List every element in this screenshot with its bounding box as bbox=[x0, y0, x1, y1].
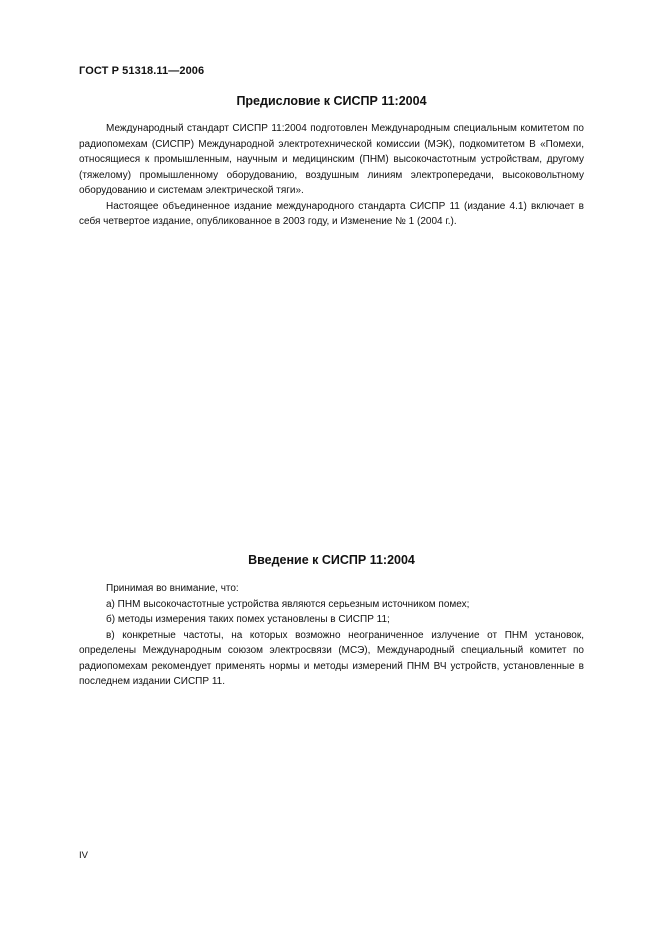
introduction-list-item: в) конкретные частоты, на которых возможно неограниченное излучение от ПНМ установок, определены Международным союзом электросвязи (МСЭ), Международный специальный комитет по радиопомехам рекомендует применять нормы и методы измерений ПНМ ВЧ устройств, установленные в последнем издании СИСПР 11. bbox=[79, 629, 584, 687]
foreword-paragraph: Настоящее объединенное издание международного стандарта СИСПР 11 (издание 4.1) включает в себя четвертое издание, опубликованное в 2003 году, и Изменение № 1 (2004 г.). bbox=[79, 200, 584, 227]
foreword-paragraph: Международный стандарт СИСПР 11:2004 подготовлен Международным специальным комитетом по радиопомехам (СИСПР) Международной электротехнической комиссии (МЭК), подкомитетом В «Помехи, относящиеся к промышленным, научным и медицинским (ПНМ) высокочастотным устройствам, другому (тяжелому) промышленному оборудованию, воздушным линиям электропередачи, высоковольтному оборудованию и системам электрической тяги». bbox=[79, 123, 584, 196]
foreword-body bbox=[79, 121, 584, 230]
page-number: IV bbox=[79, 850, 88, 861]
introduction-body bbox=[79, 581, 584, 690]
document-id: ГОСТ Р 51318.11—2006 bbox=[79, 65, 205, 77]
introduction-title: Введение к СИСПР 11:2004 bbox=[248, 553, 415, 567]
introduction-paragraph: Принимая во внимание, что: bbox=[106, 583, 239, 594]
foreword-title: Предисловие к СИСПР 11:2004 bbox=[236, 94, 427, 108]
introduction-list-item: б) методы измерения таких помех установлены в СИСПР 11; bbox=[106, 614, 390, 625]
introduction-list-item: а) ПНМ высокочастотные устройства являются серьезным источником помех; bbox=[106, 598, 470, 610]
